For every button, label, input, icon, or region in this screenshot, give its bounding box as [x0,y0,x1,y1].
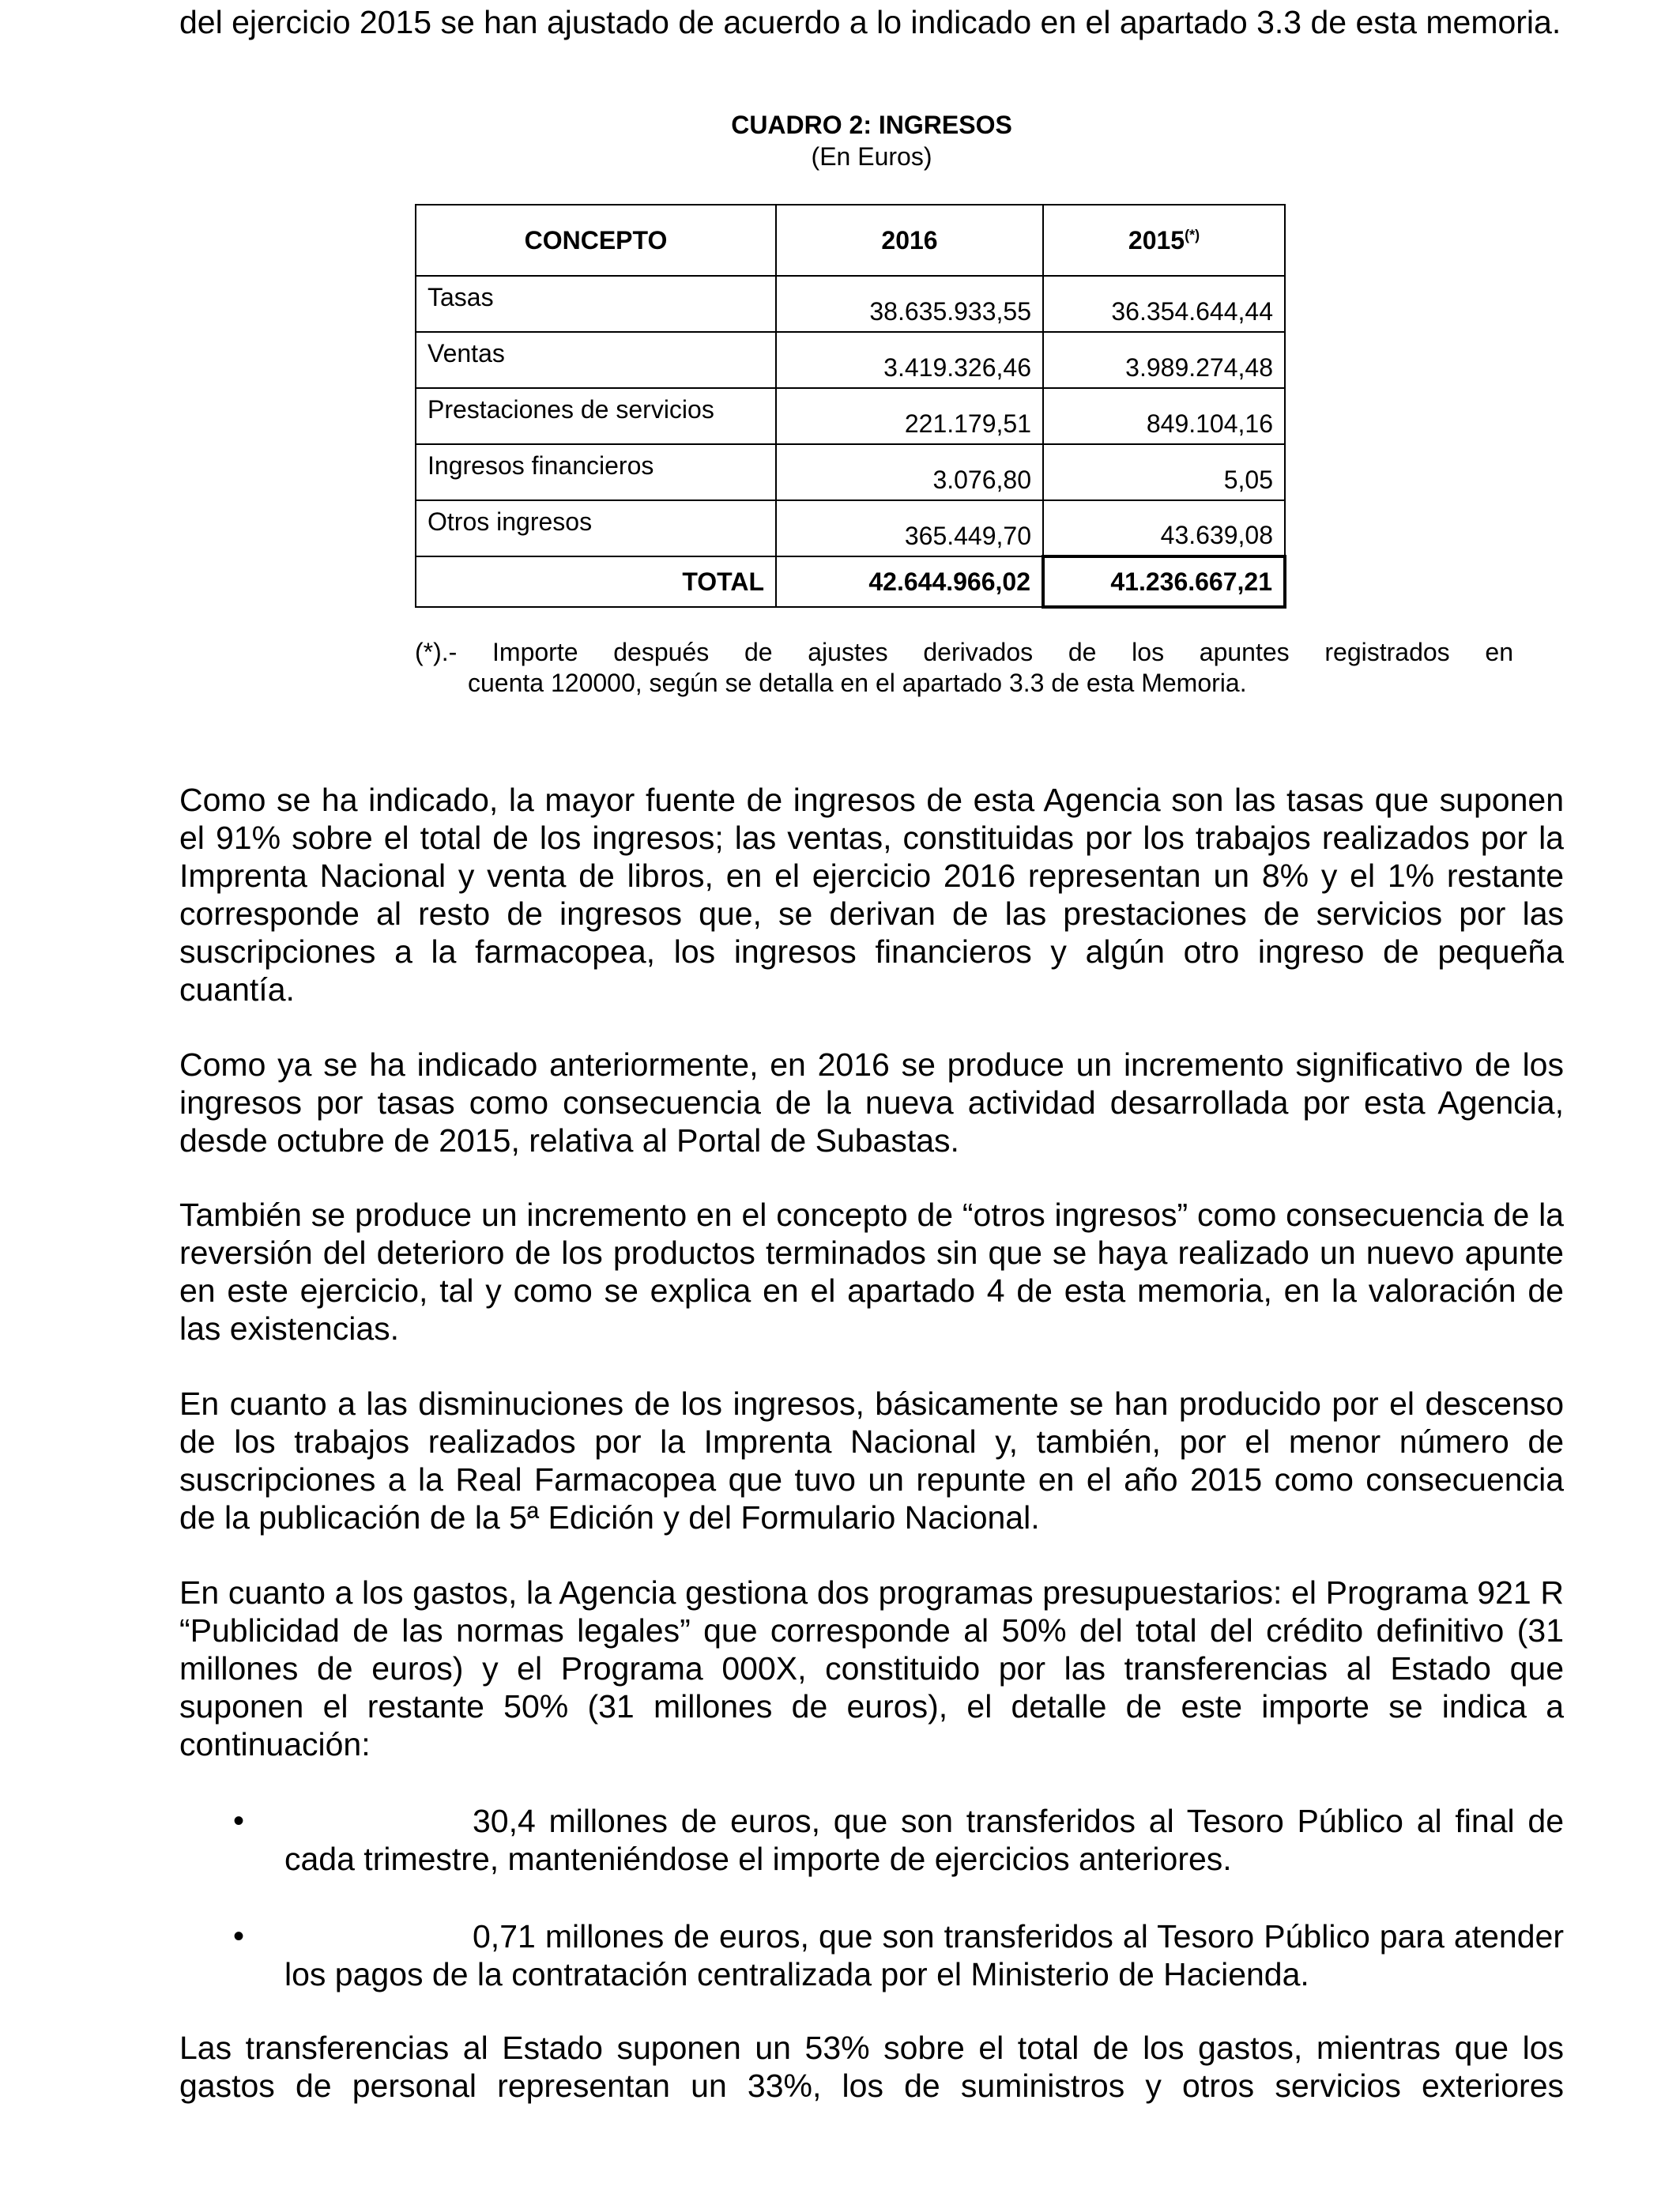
row-concepto: Prestaciones de servicios [416,388,776,444]
table-row [416,332,1285,388]
header-2015 [1043,205,1285,276]
bullet-marker: • [233,1804,245,1838]
body-paragraph: En cuanto a los gastos, la Agencia gestiona dos programas presupuestarios: el Programa 921 R “Publicidad de las normas legales” que corresponde al 50% del total del crédito definitivo (31 millones de euros) y el Programa 000X, constituido por las transferencias al Estado que suponen el restante 50% (31 millones de euros), el detalle de este importe se indica a continuación: [179,1574,1564,1762]
table-subtitle: (En Euros) [811,142,932,171]
bullet-text: 0,71 millones de euros, que son transferidos al Tesoro Público para atender los pagos de la contratación centralizada por el Ministerio de Hacienda. [284,1918,1564,1992]
table-total-row [416,556,1285,607]
bullet-marker: • [233,1919,245,1954]
row-value-2015: 5,05 [1043,444,1285,500]
total-2016: 42.644.966,02 [776,556,1043,607]
body-paragraph: Las transferencias al Estado suponen un 53% sobre el total de los gastos, mientras que los gastos de personal representan un 33%, los de suministros y otros servicios exteriores [179,2030,1564,2104]
row-value-2015: 849.104,16 [1043,388,1285,444]
row-concepto: Ingresos financieros [416,444,776,500]
row-concepto: Otros ingresos [416,500,776,556]
footnote-line-2: cuenta 120000, según se detalla en el apartado 3.3 de esta Memoria. [468,669,1247,697]
row-value-2016: 3.076,80 [776,444,1043,500]
row-concepto: Ventas [416,332,776,388]
table-title: CUADRO 2: INGRESOS [731,111,1012,139]
header-note-mark: (*) [1185,226,1200,243]
table-row [416,276,1285,332]
body-paragraph: Como ya se ha indicado anteriormente, en 2016 se produce un incremento significativo de los ingresos por tasas como consecuencia de la nueva actividad desarrollada por esta Agencia, desde octubre de 2015, relativa al Portal de Subastas. [179,1046,1564,1159]
row-value-2015: 43.639,08 [1043,500,1285,556]
row-value-2016: 365.449,70 [776,500,1043,556]
bullet-text: 30,4 millones de euros, que son transferidos al Tesoro Público al final de cada trimestre, manteniéndose el importe de ejercicios anteriores. [284,1803,1564,1877]
income-table [415,204,1286,609]
header-2016: 2016 [776,205,1043,276]
body-paragraph: En cuanto a las disminuciones de los ingresos, básicamente se han producido por el descenso de los trabajos realizados por la Imprenta Nacional y, también, por el menor número de suscripciones a la Real Farmacopea que tuvo un repunte en el año 2015 como consecuencia de la publicación de la 5ª Edición y del Formulario Nacional. [179,1385,1564,1536]
total-2015: 41.236.667,21 [1043,556,1285,607]
table-footnote [415,637,1513,699]
total-label: TOTAL [416,556,776,607]
row-value-2016: 38.635.933,55 [776,276,1043,332]
row-value-2015: 3.989.274,48 [1043,332,1285,388]
body-paragraph: Como se ha indicado, la mayor fuente de ingresos de esta Agencia son las tasas que suponen el 91% sobre el total de los ingresos; las ventas, constituidas por los trabajos realizados por la Imprenta Nacional y venta de libros, en el ejercicio 2016 representan un 8% y el 1% restante corresponde al resto de ingresos que, se derivan de las prestaciones de servicios por las suscripciones a la farmacopea, los ingresos financieros y algún otro ingreso de pequeña cuantía. [179,782,1564,1008]
table-row [416,444,1285,500]
row-value-2015: 36.354.644,44 [1043,276,1285,332]
header-2015-label: 2015 [1128,225,1185,254]
header-concepto: CONCEPTO [416,205,776,276]
row-value-2016: 3.419.326,46 [776,332,1043,388]
row-concepto: Tasas [416,276,776,332]
table-row [416,500,1285,556]
table-header-row [416,205,1285,276]
body-paragraph: También se produce un incremento en el concepto de “otros ingresos” como consecuencia de la reversión del deterioro de los productos terminados sin que se haya realizado un nuevo apunte en este ejercicio, tal y como se explica en el apartado 4 de esta memoria, en la valoración de las existencias. [179,1197,1564,1347]
row-value-2016: 221.179,51 [776,388,1043,444]
footnote-line-1: (*).- Importe después de ajustes derivados de los apuntes registrados en [415,638,1513,666]
intro-paragraph: del ejercicio 2015 se han ajustado de acuerdo a lo indicado en el apartado 3.3 de esta memoria. [179,4,1561,40]
table-row [416,388,1285,444]
